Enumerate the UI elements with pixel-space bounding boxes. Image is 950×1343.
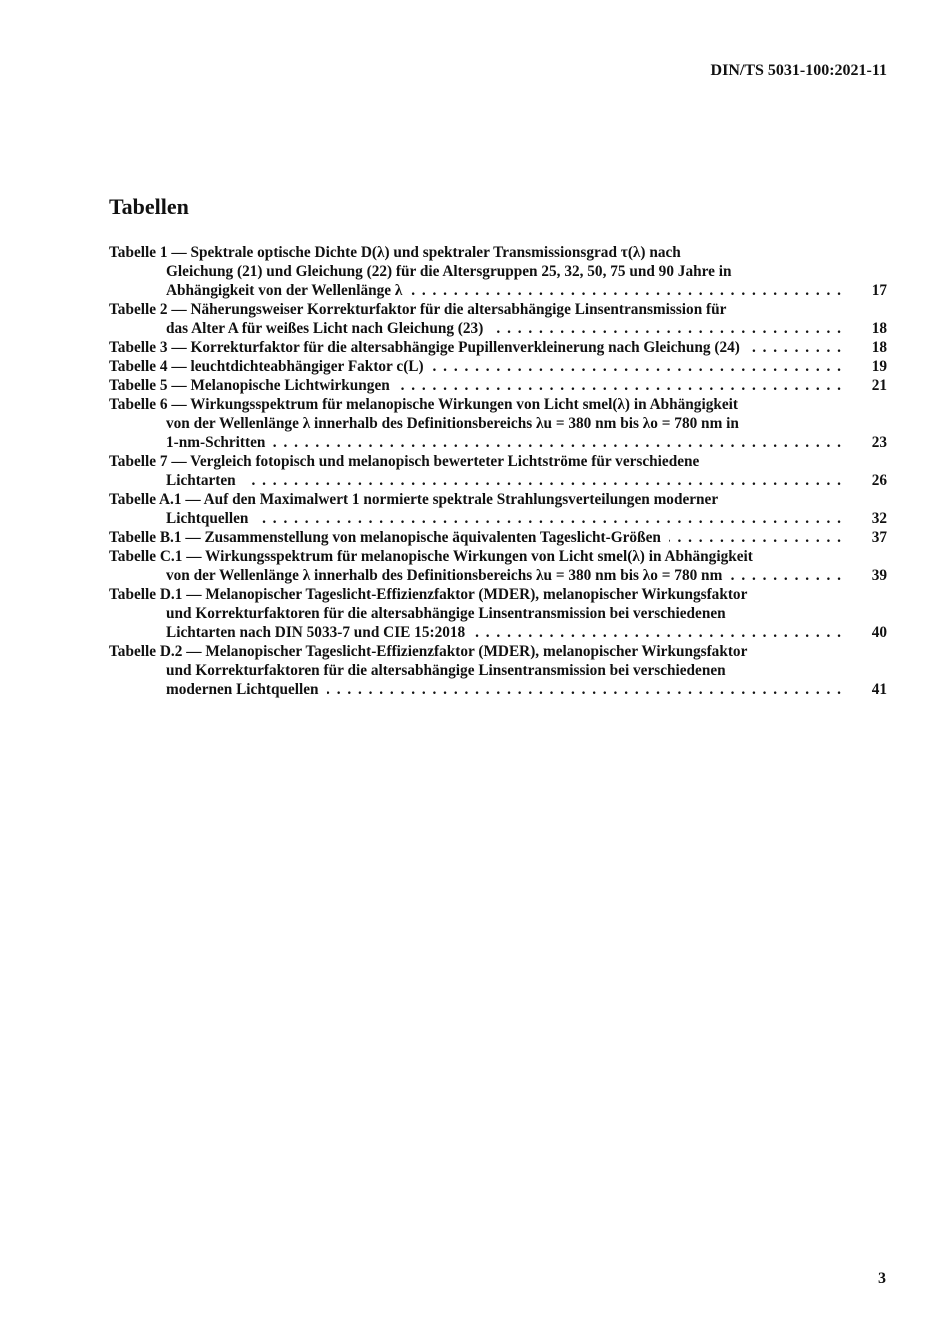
toc-page-number[interactable]: 32 bbox=[871, 510, 887, 527]
toc-entry-text: Gleichung (21) und Gleichung (22) für die Altersgruppen 25, 32, 50, 75 und 90 Jahre in bbox=[166, 263, 732, 280]
toc-page-number[interactable]: 18 bbox=[871, 339, 887, 356]
dot-leader bbox=[256, 509, 841, 528]
toc-entry-line bbox=[109, 414, 887, 433]
toc-page-number[interactable]: 41 bbox=[871, 681, 887, 698]
toc-entry-text: Tabelle 1 — Spektrale optische Dichte D(λ) und spektraler Transmissionsgrad τ(λ) nach bbox=[109, 244, 681, 261]
toc-entry-line[interactable] bbox=[109, 566, 887, 585]
toc-entry-line[interactable] bbox=[109, 338, 887, 357]
toc-entry-line[interactable] bbox=[109, 471, 887, 490]
toc-entry-text: von der Wellenlänge λ innerhalb des Definitionsbereichs λu = 380 nm bis λo = 780 nm bbox=[166, 567, 723, 584]
toc-entry-text: Tabelle C.1 — Wirkungsspektrum für melanopische Wirkungen von Licht smel(λ) in Abhängigkeit bbox=[109, 548, 753, 565]
toc-entry-text: und Korrekturfaktoren für die altersabhängige Linsentransmission bei verschiedenen bbox=[166, 662, 726, 679]
dot-leader bbox=[730, 566, 841, 585]
toc-page-number[interactable]: 23 bbox=[871, 434, 887, 451]
toc-entry-line bbox=[109, 547, 887, 566]
toc-entry-line bbox=[109, 262, 887, 281]
toc-entry-line[interactable] bbox=[109, 528, 887, 547]
toc-entry-text: Tabelle 6 — Wirkungsspektrum für melanopische Wirkungen von Licht smel(λ) in Abhängigkeit bbox=[109, 396, 738, 413]
toc-entry-line[interactable] bbox=[109, 623, 887, 642]
toc-entry-line bbox=[109, 452, 887, 471]
toc-entry-line[interactable] bbox=[109, 376, 887, 395]
dot-leader bbox=[473, 623, 841, 642]
toc-entry-text: Tabelle 2 — Näherungsweiser Korrekturfaktor für die altersabhängige Linsentransmission für bbox=[109, 301, 727, 318]
toc-entry-text: Lichtarten bbox=[166, 472, 236, 489]
toc-entry-text: von der Wellenlänge λ innerhalb des Definitionsbereichs λu = 380 nm bis λo = 780 nm in bbox=[166, 415, 739, 432]
toc-entry-line bbox=[109, 661, 887, 680]
toc-entry-line[interactable] bbox=[109, 281, 887, 300]
toc-entry-text: Tabelle B.1 — Zusammenstellung von melanopische äquivalenten Tageslicht-Größen bbox=[109, 529, 661, 546]
toc-entry-line[interactable] bbox=[109, 680, 887, 699]
toc-entry-text: Tabelle 7 — Vergleich fotopisch und melanopisch bewerteter Lichtströme für verschiedene bbox=[109, 453, 700, 470]
toc-page-number[interactable]: 17 bbox=[871, 282, 887, 299]
toc-page-number[interactable]: 39 bbox=[871, 567, 887, 584]
toc-page-number[interactable]: 37 bbox=[871, 529, 887, 546]
toc-entry-text: Tabelle 5 — Melanopische Lichtwirkungen bbox=[109, 377, 390, 394]
dot-leader bbox=[327, 680, 841, 699]
toc-entry-text: Tabelle 3 — Korrekturfaktor für die altersabhängige Pupillenverkleinerung nach Gleichung (24) bbox=[109, 339, 740, 356]
toc-entry-text: Lichtarten nach DIN 5033-7 und CIE 15:2018 bbox=[166, 624, 466, 641]
toc-entry-line bbox=[109, 490, 887, 509]
toc-entry-line[interactable] bbox=[109, 357, 887, 376]
dot-leader bbox=[669, 528, 841, 547]
toc-entry-text: Tabelle A.1 — Auf den Maximalwert 1 normierte spektrale Strahlungsverteilungen moderner bbox=[109, 491, 719, 508]
dot-leader bbox=[398, 376, 841, 395]
dot-leader bbox=[410, 281, 841, 300]
toc-entry-line bbox=[109, 395, 887, 414]
toc-entry-line bbox=[109, 585, 887, 604]
toc-entry-line bbox=[109, 243, 887, 262]
toc-entry-text: das Alter A für weißes Licht nach Gleichung (23) bbox=[166, 320, 484, 337]
toc-entry-text: Tabelle D.1 — Melanopischer Tageslicht-Effizienzfaktor (MDER), melanopischer Wirkungsfaktor bbox=[109, 586, 748, 603]
page-number: 3 bbox=[878, 1270, 886, 1287]
toc-entry-line bbox=[109, 300, 887, 319]
section-title: Tabellen bbox=[109, 194, 189, 219]
toc-page-number[interactable]: 18 bbox=[871, 320, 887, 337]
toc-entry-line[interactable] bbox=[109, 319, 887, 338]
toc-page-number[interactable]: 26 bbox=[871, 472, 887, 489]
toc-entry-text: und Korrekturfaktoren für die altersabhängige Linsentransmission bei verschiedenen bbox=[166, 605, 726, 622]
toc-entry-text: 1-nm-Schritten bbox=[166, 434, 266, 451]
toc-entry-text: Abhängigkeit von der Wellenlänge λ bbox=[166, 282, 403, 299]
toc-entry-text: Tabelle D.2 — Melanopischer Tageslicht-Effizienzfaktor (MDER), melanopischer Wirkungsfaktor bbox=[109, 643, 748, 660]
toc-entry-text: modernen Lichtquellen bbox=[166, 681, 319, 698]
toc-entry-text: Lichtquellen bbox=[166, 510, 249, 527]
dot-leader bbox=[244, 471, 841, 490]
dot-leader bbox=[748, 338, 841, 357]
dot-leader bbox=[491, 319, 841, 338]
toc-entry-line bbox=[109, 604, 887, 623]
document-id: DIN/TS 5031-100:2021-11 bbox=[710, 62, 887, 79]
table-of-tables bbox=[109, 243, 887, 699]
toc-entry-line[interactable] bbox=[109, 433, 887, 452]
dot-leader bbox=[273, 433, 841, 452]
toc-page-number[interactable]: 21 bbox=[871, 377, 887, 394]
toc-entry-text: Tabelle 4 — leuchtdichteabhängiger Faktor c(L) bbox=[109, 358, 424, 375]
toc-page-number[interactable]: 19 bbox=[871, 358, 887, 375]
dot-leader bbox=[432, 357, 841, 376]
toc-entry-line bbox=[109, 642, 887, 661]
toc-page-number[interactable]: 40 bbox=[871, 624, 887, 641]
toc-entry-line[interactable] bbox=[109, 509, 887, 528]
